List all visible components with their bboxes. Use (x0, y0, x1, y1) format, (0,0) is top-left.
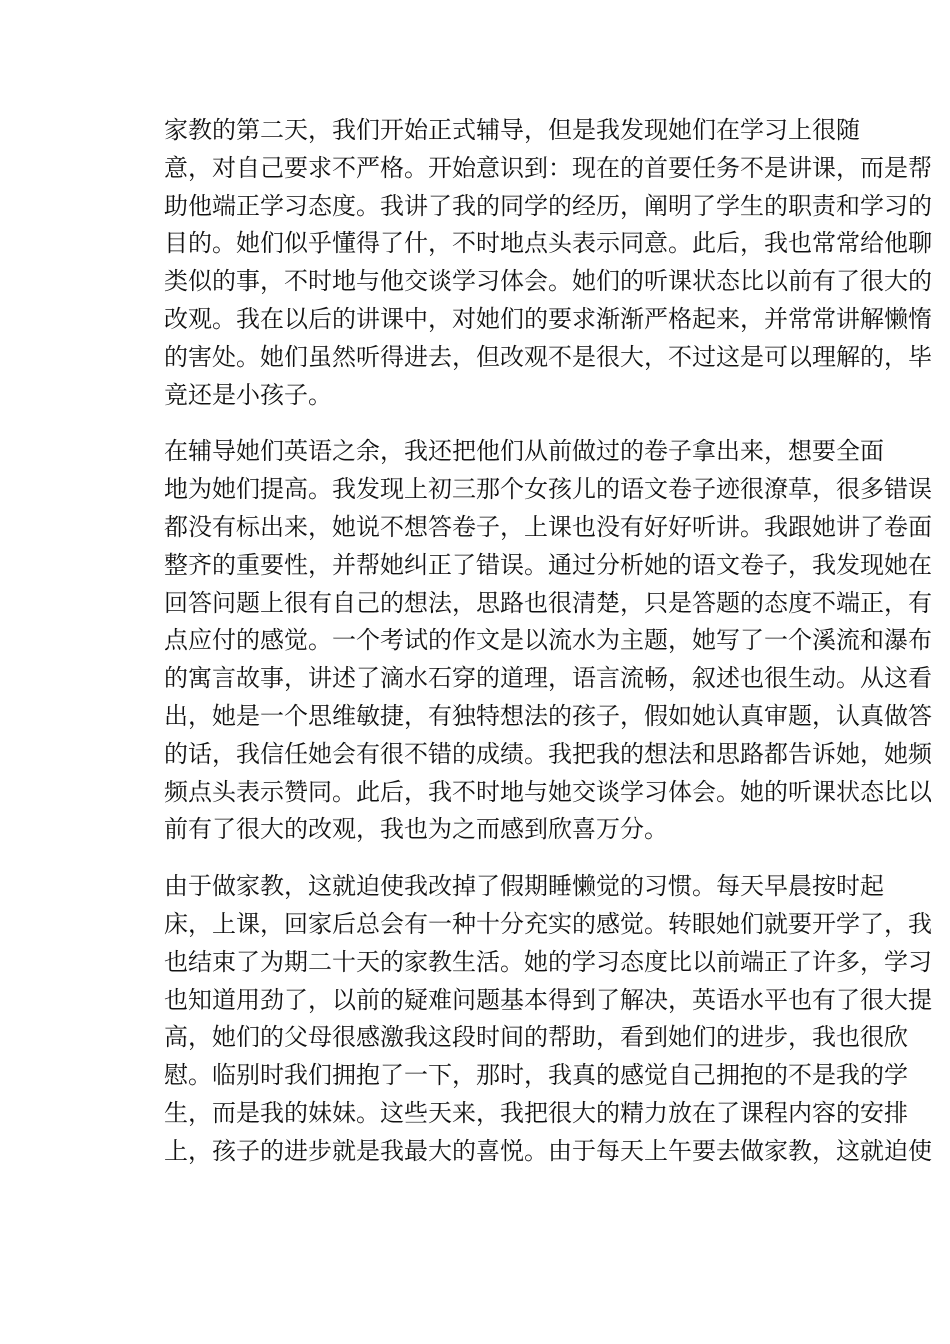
text-line: 竟还是小孩子。 (164, 380, 332, 409)
text-line: 由于做家教，这就迫使我改掉了假期睡懒觉的习惯。每天早晨按时起 (164, 872, 884, 901)
text-line: 频点头表示赞同。此后，我不时地与她交谈学习体会。她的听课状态比以 (164, 777, 932, 806)
paragraph-2 (116, 433, 932, 849)
text-line: 也结束了为期二十天的家教生活。她的学习态度比以前端正了许多，学习 (164, 947, 932, 976)
text-line: 目的。她们似乎懂得了什，不时地点头表示同意。此后，我也常常给他聊 (164, 229, 932, 258)
text-line: 前有了很大的改观，我也为之而感到欣喜万分。 (164, 815, 668, 844)
text-line: 意，对自己要求不严格。开始意识到：现在的首要任务不是讲课，而是帮 (164, 153, 932, 182)
text-line: 改观。我在以后的讲课中，对她们的要求渐渐严格起来，并常常讲解懒惰 (164, 304, 932, 333)
text-line: 地为她们提高。我发现上初三那个女孩儿的语文卷子迹很潦草，很多错误 (164, 475, 932, 504)
text-line: 高，她们的父母很感激我这段时间的帮助，看到她们的进步，我也很欣 (164, 1023, 908, 1052)
paragraph-1 (116, 112, 932, 414)
text-line: 的害处。她们虽然听得进去，但改观不是很大，不过这是可以理解的，毕 (164, 342, 932, 371)
text-line: 类似的事，不时地与他交谈学习体会。她们的听课状态比以前有了很大的 (164, 267, 932, 296)
text-line: 出，她是一个思维敏捷，有独特想法的孩子，假如她认真审题，认真做答 (164, 701, 932, 730)
text-line: 床，上课，回家后总会有一种十分充实的感觉。转眼她们就要开学了，我 (164, 909, 932, 938)
text-line: 上，孩子的进步就是我最大的喜悦。由于每天上午要去做家教，这就迫使 (164, 1136, 932, 1165)
text-line: 点应付的感觉。一个考试的作文是以流水为主题，她写了一个溪流和瀑布 (164, 626, 932, 655)
text-line: 都没有标出来，她说不想答卷子，上课也没有好好听讲。我跟她讲了卷面 (164, 512, 932, 541)
text-line: 整齐的重要性，并帮她纠正了错误。通过分析她的语文卷子，我发现她在 (164, 550, 932, 579)
text-line: 生，而是我的妹妹。这些天来，我把很大的精力放在了课程内容的安排 (164, 1098, 908, 1127)
text-line: 也知道用劲了，以前的疑难问题基本得到了解决，英语水平也有了很大提 (164, 985, 932, 1014)
document-page (116, 112, 932, 1171)
text-line: 的寓言故事，讲述了滴水石穿的道理，语言流畅，叙述也很生动。从这看 (164, 664, 932, 693)
text-line: 在辅导她们英语之余，我还把他们从前做过的卷子拿出来，想要全面 (164, 437, 884, 466)
paragraph-3 (116, 868, 932, 1170)
text-line: 家教的第二天，我们开始正式辅导，但是我发现她们在学习上很随 (164, 116, 860, 144)
text-line: 的话，我信任她会有很不错的成绩。我把我的想法和思路都告诉她，她频 (164, 739, 932, 768)
text-line: 助他端正学习态度。我讲了我的同学的经历，阐明了学生的职责和学习的 (164, 191, 932, 220)
text-line: 回答问题上很有自己的想法，思路也很清楚，只是答题的态度不端正，有 (164, 588, 932, 617)
text-line: 慰。临别时我们拥抱了一下，那时，我真的感觉自己拥抱的不是我的学 (164, 1061, 908, 1090)
